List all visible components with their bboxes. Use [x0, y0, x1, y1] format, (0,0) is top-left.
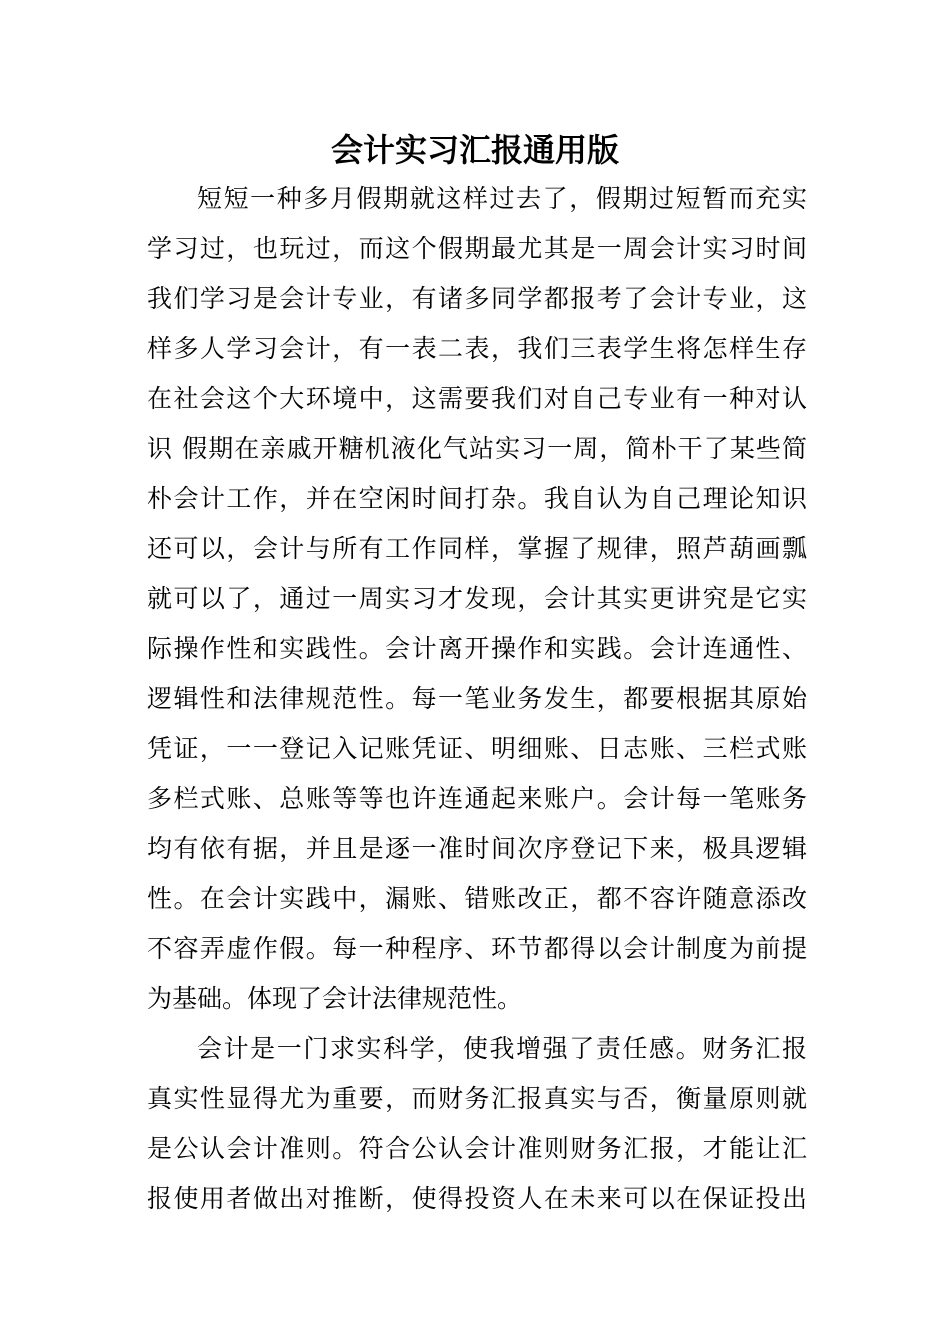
- paragraph-line: 性。在会计实践中，漏账、错账改正，都不容许随意添改: [147, 884, 807, 913]
- paragraph-line: 短短一种多月假期就这样过去了，假期过短暂而充实: [197, 184, 807, 213]
- paragraph-line: 凭证，一一登记入记账凭证、明细账、日志账、三栏式账: [147, 734, 807, 763]
- paragraph-line: 会计是一门求实科学，使我增强了责任感。财务汇报: [197, 1034, 807, 1063]
- paragraph-line: 还可以，会计与所有工作同样，掌握了规律，照芦葫画瓢: [147, 534, 807, 563]
- paragraph-line: 我们学习是会计专业，有诸多同学都报考了会计专业，这: [147, 284, 807, 313]
- paragraph-line: 识 假期在亲戚开糖机液化气站实习一周，简朴干了某些简: [147, 434, 807, 463]
- paragraph-line: 朴会计工作，并在空闲时间打杂。我自认为自己理论知识: [147, 484, 807, 513]
- paragraph-line: 真实性显得尤为重要，而财务汇报真实与否，衡量原则就: [147, 1084, 807, 1113]
- paragraph-line: 样多人学习会计，有一表二表，我们三表学生将怎样生存: [147, 334, 807, 363]
- paragraph-line: 多栏式账、总账等等也许连通起来账户。会计每一笔账务: [147, 784, 807, 813]
- paragraph-line: 学习过，也玩过，而这个假期最尤其是一周会计实习时间: [147, 234, 807, 263]
- paragraph-line: 逻辑性和法律规范性。每一笔业务发生，都要根据其原始: [147, 684, 807, 713]
- paragraph-line: 为基础。体现了会计法律规范性。: [147, 984, 523, 1013]
- paragraph-line: 均有依有据，并且是逐一准时间次序登记下来，极具逻辑: [147, 834, 807, 863]
- paragraph-line: 际操作性和实践性。会计离开操作和实践。会计连通性、: [147, 634, 807, 663]
- paragraph-line: 就可以了，通过一周实习才发现，会计其实更讲究是它实: [147, 584, 807, 613]
- paragraph-line: 是公认会计准则。符合公认会计准则财务汇报，才能让汇: [147, 1134, 807, 1163]
- paragraph-line: 在社会这个大环境中，这需要我们对自己专业有一种对认: [147, 384, 807, 413]
- document-title: 会计实习汇报通用版: [330, 131, 619, 169]
- paragraph-line: 报使用者做出对推断，使得投资人在未来可以在保证投出: [147, 1184, 807, 1213]
- paragraph-line: 不容弄虚作假。每一种程序、环节都得以会计制度为前提: [147, 934, 807, 963]
